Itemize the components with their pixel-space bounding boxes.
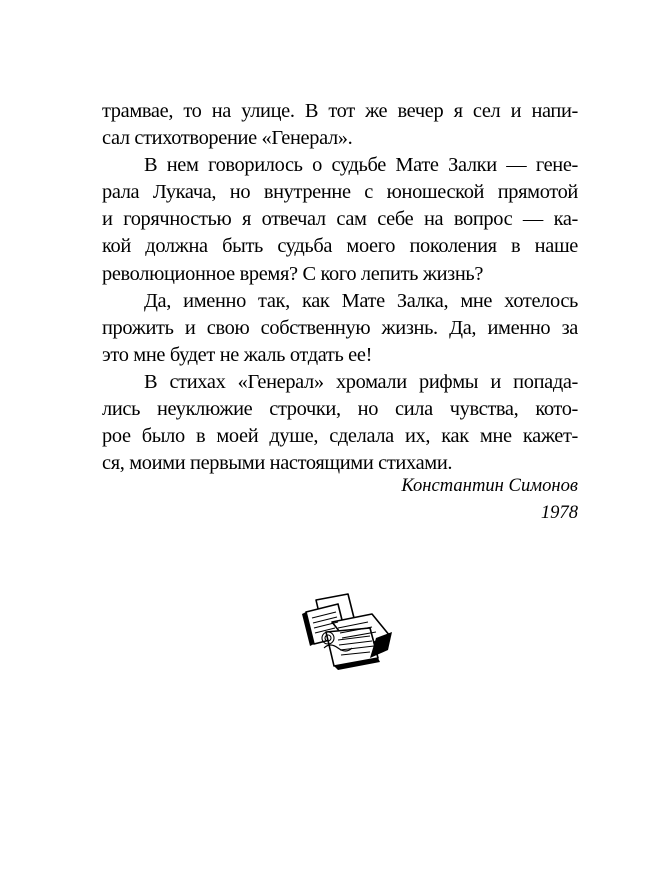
- paragraph-4: [102, 369, 578, 477]
- paragraph-3: [102, 288, 578, 369]
- text-line: лись неуклюжие строчки, но сила чувства, кото-: [102, 398, 578, 421]
- text-line: это мне будет не жаль отдать ее!: [102, 343, 373, 366]
- text-line: ся, моими первыми настоящими стихами.: [102, 452, 453, 475]
- text-line: прожить и свою собственную жизнь. Да, именно за: [102, 316, 578, 339]
- text-line: рала Лукача, но внутренне с юношеской прямотой: [102, 181, 578, 204]
- signature-year: 1978: [540, 502, 578, 523]
- text-line: кой должна быть судьба моего поколения в наше: [102, 235, 578, 258]
- text-line: революционное время? С кого лепить жизнь?: [102, 262, 484, 285]
- text-line: В нем говорилось о судьбе Мате Залки — гене-: [144, 154, 578, 177]
- text-line: рое было в моей душе, сделала их, как мне кажет-: [102, 425, 578, 448]
- body-text: [102, 98, 578, 477]
- text-line: В стихах «Генерал» хромали рифмы и попада-: [144, 370, 578, 393]
- text-line: трамвае, то на улице. В тот же вечер я сел и напи-: [102, 100, 578, 122]
- text-line: сал стихотворение «Генерал».: [102, 127, 353, 150]
- text-line: и горячностью я отвечал сам себе на вопрос — ка-: [102, 208, 578, 231]
- author-name: Константин Симонов: [401, 475, 578, 496]
- signature: [330, 472, 578, 526]
- text-line: Да, именно так, как Мате Залка, мне хотелось: [144, 289, 578, 312]
- papers-and-letters-vignette-icon: [298, 592, 394, 670]
- paragraph-2: [102, 152, 578, 287]
- paragraph-1: [102, 98, 578, 152]
